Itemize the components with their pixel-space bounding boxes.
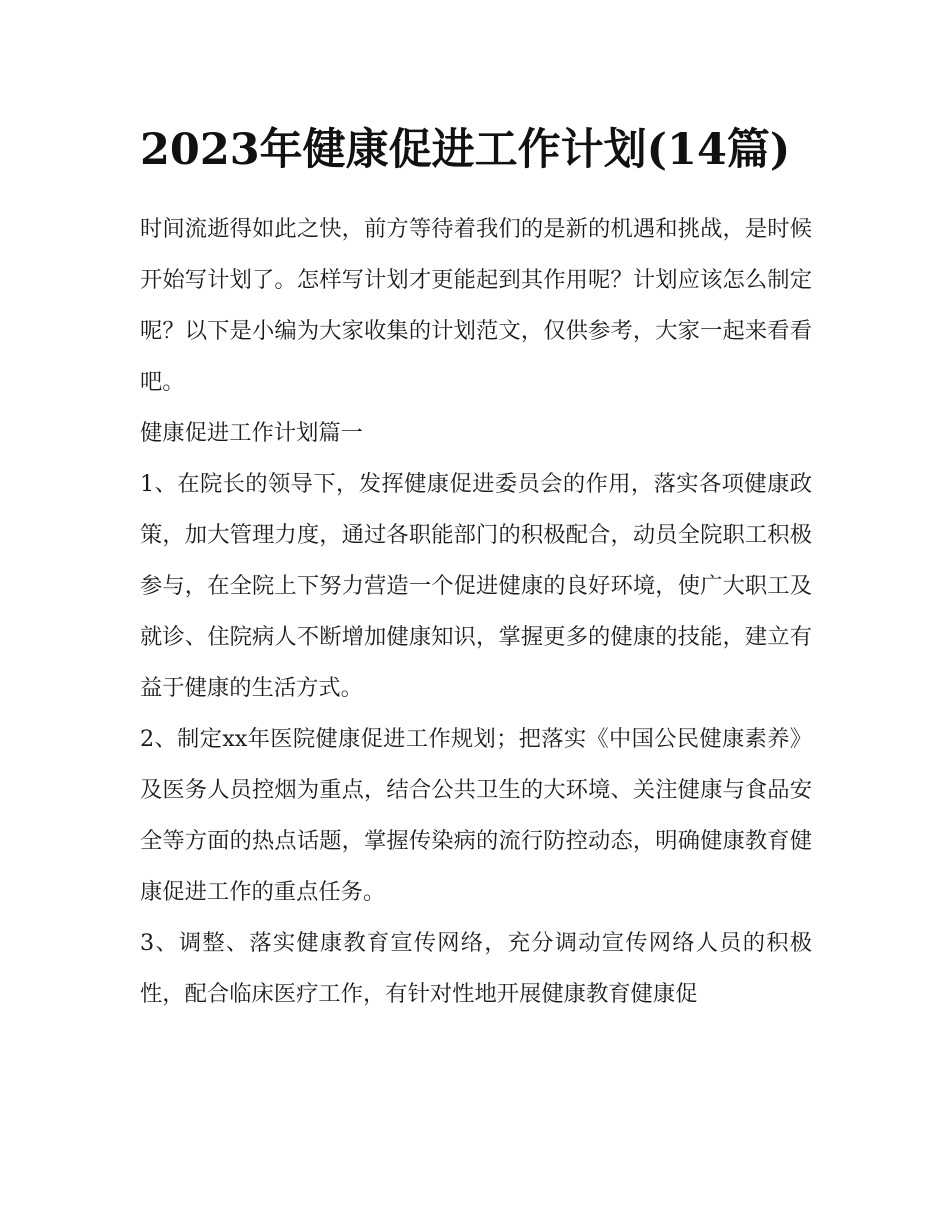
- section-heading: 健康促进工作计划篇一: [140, 420, 363, 446]
- document-body: [140, 204, 812, 1020]
- list-item: 1、在院长的领导下，发挥健康促进委员会的作用，落实各项健康政策，加大管理力度，通过各职能部门的积极配合，动员全院职工积极参与，在全院上下努力营造一个促进健康的良好环境，使广大职工及就诊、住院病人不断增加健康知识，掌握更多的健康的技能，建立有益于健康的生活方式。: [140, 471, 812, 701]
- document-content: [140, 118, 812, 1020]
- intro-paragraph: 时间流逝得如此之快，前方等待着我们的是新的机遇和挑战，是时候开始写计划了。怎样写计划才更能起到其作用呢？计划应该怎么制定呢？以下是小编为大家收集的计划范文，仅供参考，大家一起来看看吧。: [140, 216, 812, 395]
- list-item: 3、调整、落实健康教育宣传网络，充分调动宣传网络人员的积极性，配合临床医疗工作，有针对性地开展健康教育健康促: [140, 930, 812, 1007]
- list-item: 2、制定xx年医院健康促进工作规划；把落实《中国公民健康素养》及医务人员控烟为重点，结合公共卫生的大环境、关注健康与食品安全等方面的热点话题，掌握传染病的流行防控动态，明确健康教育健康促进工作的重点任务。: [140, 726, 812, 905]
- document-title: 2023年健康促进工作计划(14篇): [140, 125, 791, 175]
